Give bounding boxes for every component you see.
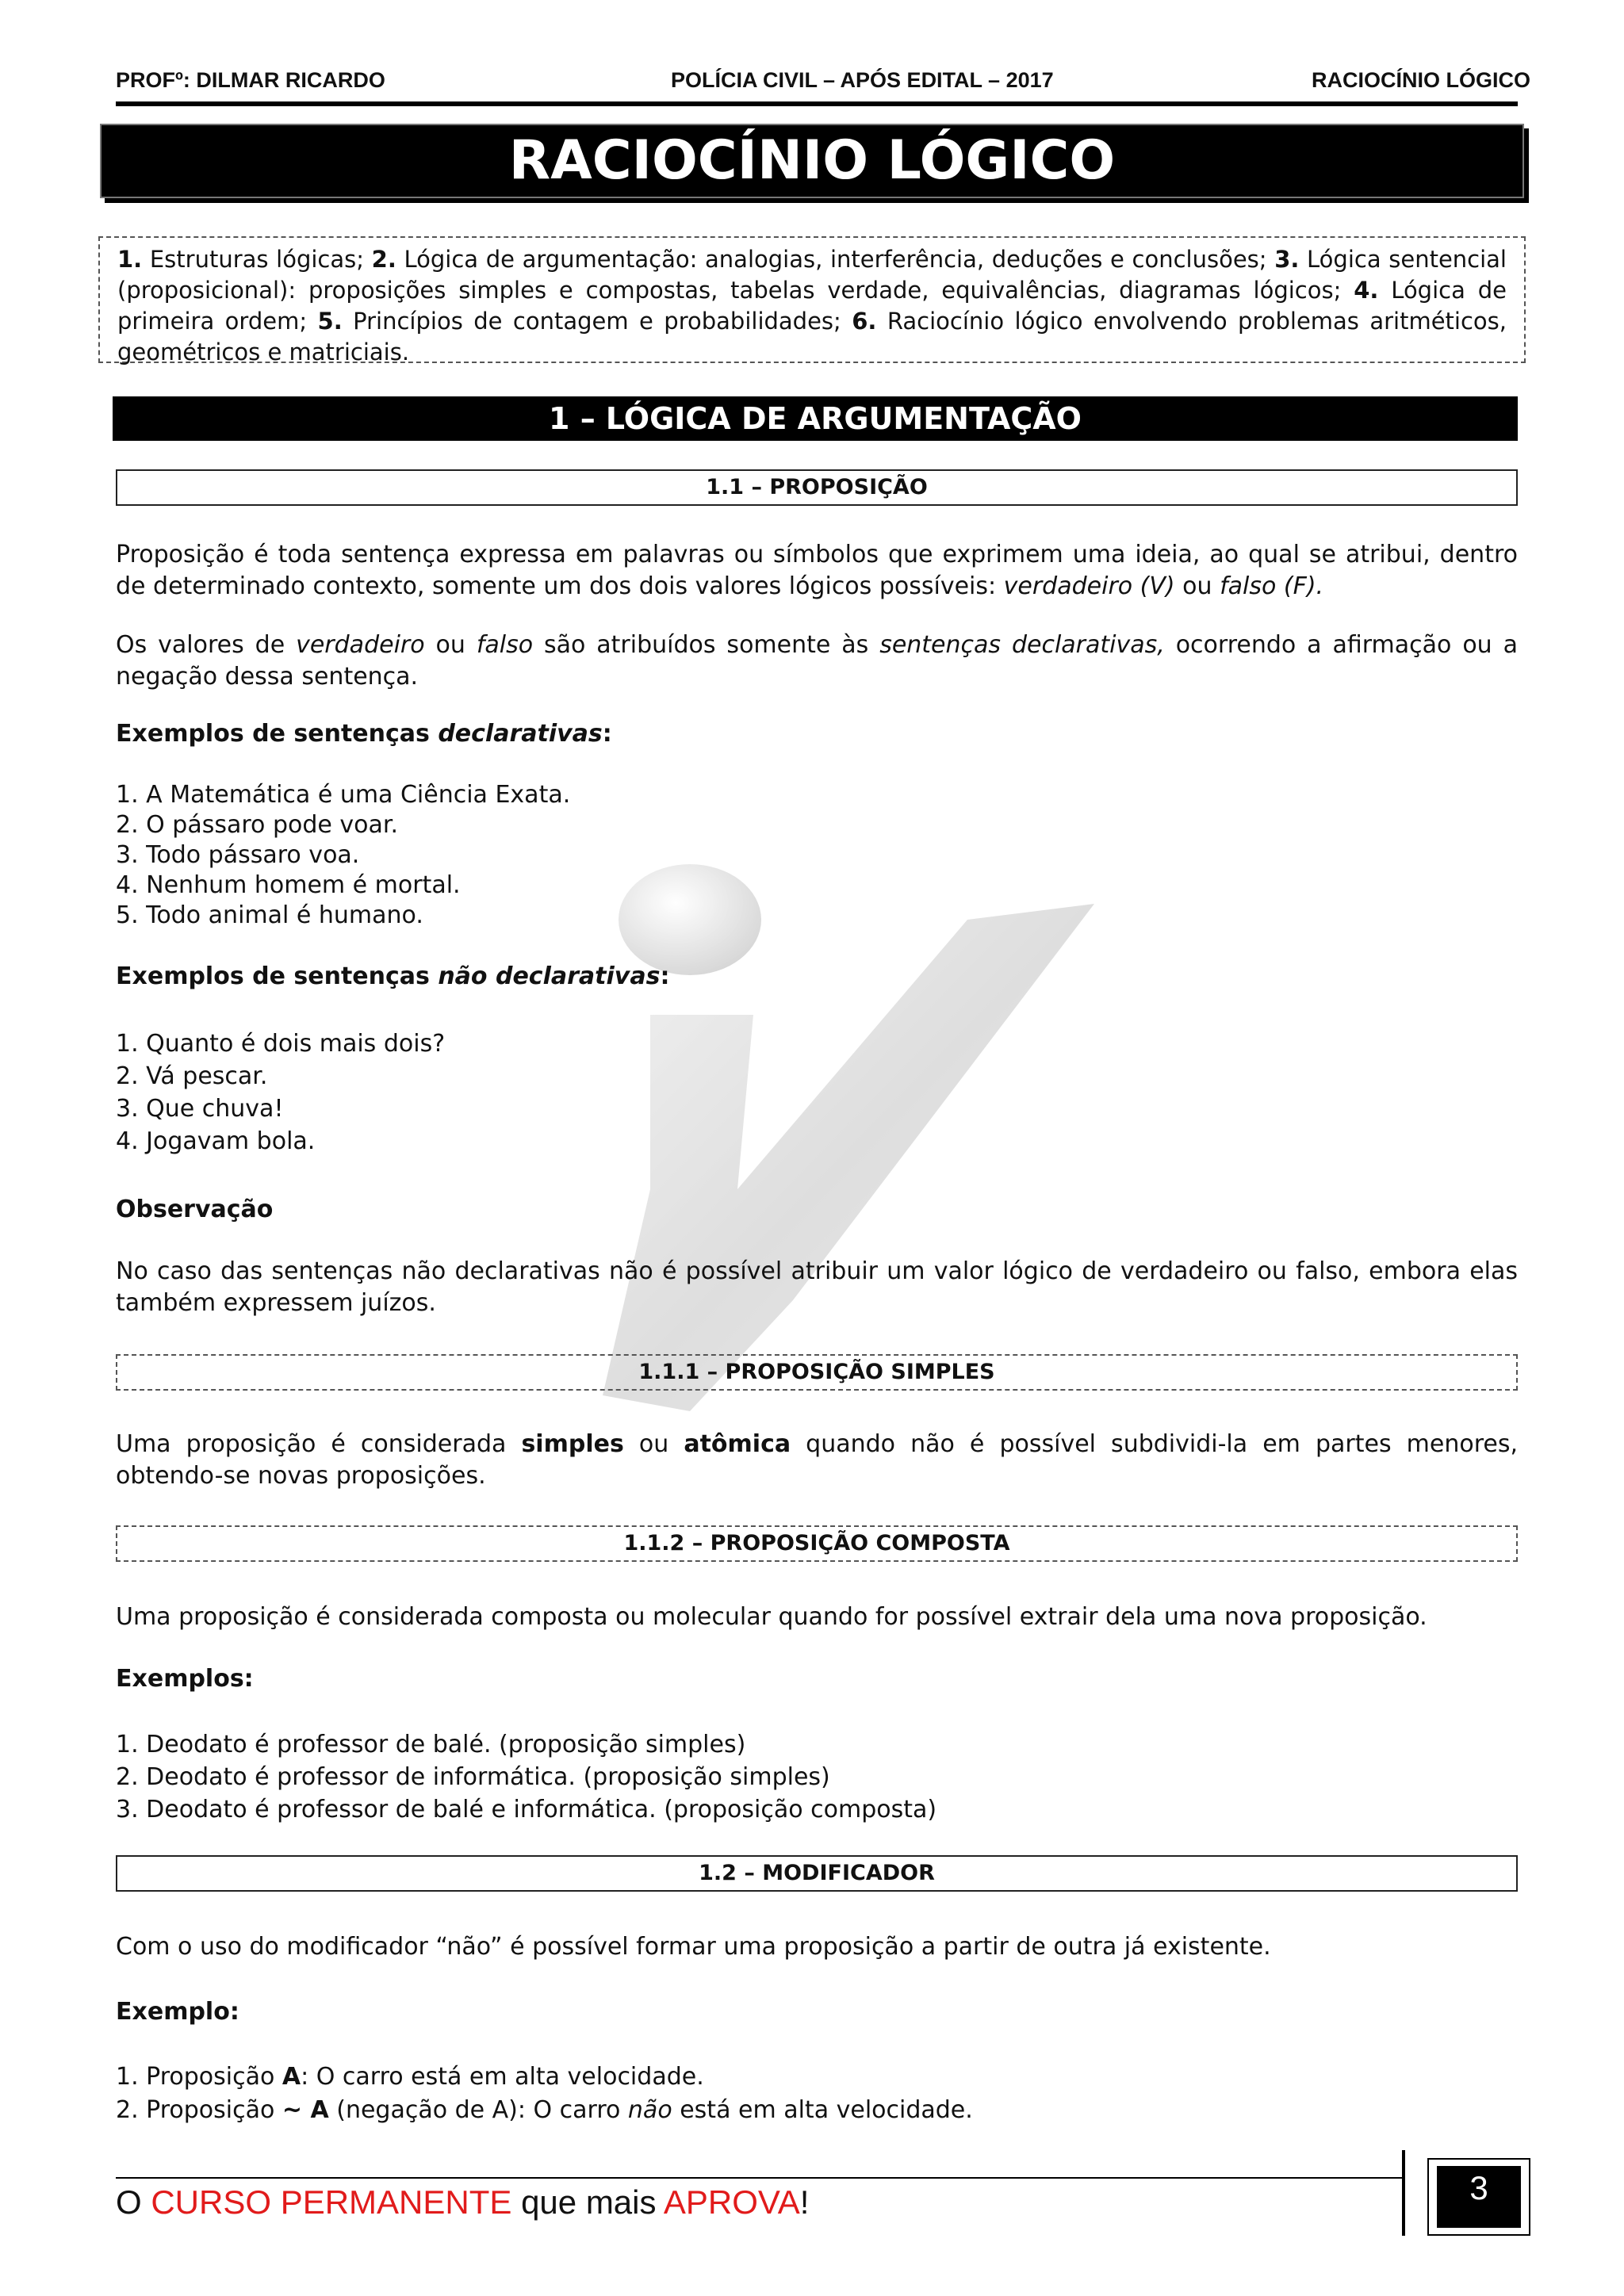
declarative-list xyxy=(116,780,1518,931)
example-item xyxy=(116,2061,1518,2093)
footer-slogan xyxy=(116,2182,809,2223)
text: ou xyxy=(1174,572,1220,600)
text: são atribuídos somente às xyxy=(533,631,880,659)
syllabus-topic: Princípios de contagem e probabilidades; xyxy=(342,308,852,335)
subsection-heading-simples: 1.1.1 – PROPOSIÇÃO SIMPLES xyxy=(116,1354,1518,1391)
text: Exemplos de sentenças xyxy=(116,720,439,748)
list-item: 2. Vá pescar. xyxy=(116,1062,268,1090)
header-rule xyxy=(116,101,1518,106)
text-italic: não declarativas xyxy=(438,962,661,990)
syllabus-num: 1. xyxy=(117,246,143,273)
list-item: 5. Todo animal é humano. xyxy=(116,901,423,929)
page-title: RACIOCÍNIO LÓGICO xyxy=(100,124,1524,198)
list-item: 1. Deodato é professor de balé. (proposição simples) xyxy=(116,1731,746,1758)
syllabus-num: 5. xyxy=(317,308,343,335)
text: : xyxy=(602,720,612,748)
list-item: 1. Quanto é dois mais dois? xyxy=(116,1030,446,1058)
text: ! xyxy=(799,2183,810,2221)
list-item: 3. Que chuva! xyxy=(116,1095,284,1123)
text-bold: ~ A xyxy=(282,2096,329,2124)
syllabus-num: 4. xyxy=(1354,277,1379,304)
non-declarative-list xyxy=(116,1027,1518,1158)
syllabus-topic: Lógica de argumentação: analogias, interferência, deduções e conclusões; xyxy=(396,246,1275,273)
text-italic: falso xyxy=(476,631,534,659)
non-declarative-heading xyxy=(116,961,1518,993)
example-item xyxy=(116,2095,1518,2126)
text: ou xyxy=(424,631,477,659)
text: Proposição é toda sentença expressa em palavras ou símbolos que exprimem uma ideia, ao qual se atribui, dentro de determinado contexto, somente um dos dois valores lógicos possíveis: xyxy=(116,541,1518,600)
page-number: 3 xyxy=(1437,2166,1521,2228)
text-bold: A xyxy=(282,2063,301,2091)
text-italic: não xyxy=(627,2096,672,2124)
list-item: 3. Deodato é professor de balé e informática. (proposição composta) xyxy=(116,1796,937,1823)
text: 2. Proposição xyxy=(116,2096,282,2124)
text-highlight: CURSO PERMANENTE xyxy=(151,2183,512,2221)
list-item: 4. Nenhum homem é mortal. xyxy=(116,871,461,899)
examples-list xyxy=(116,1728,1518,1826)
header-subject: RACIOCÍNIO LÓGICO xyxy=(1312,68,1530,92)
header-course: POLÍCIA CIVIL – APÓS EDITAL – 2017 xyxy=(671,68,1054,92)
text-highlight: APROVA xyxy=(663,2183,800,2221)
syllabus-topic: Lógica de primeira ordem; xyxy=(117,277,1507,335)
observation-text: No caso das sentenças não declarativas não é possível atribuir um valor lógico de verdadeiro ou falso, embora elas também expressem juízos. xyxy=(116,1257,1518,1317)
syllabus-topic: Raciocínio lógico envolvendo problemas aritméticos, geométricos e matriciais. xyxy=(117,308,1507,365)
footer-divider xyxy=(1402,2150,1405,2236)
text: O xyxy=(116,2183,151,2221)
list-item: 1. A Matemática é uma Ciência Exata. xyxy=(116,781,571,809)
list-item: 4. Jogavam bola. xyxy=(116,1127,316,1155)
syllabus-num: 3. xyxy=(1274,246,1300,273)
text: 1. Proposição xyxy=(116,2063,282,2091)
paragraph-simples xyxy=(116,1429,1518,1492)
list-item: 3. Todo pássaro voa. xyxy=(116,841,360,869)
syllabus-topic: Lógica sentencial (proposicional): proposições simples e compostas, tabelas verdade, equivalências, diagramas lógicos; xyxy=(117,246,1507,304)
text: : O carro está em alta velocidade. xyxy=(301,2063,704,2091)
paragraph-modificador: Com o uso do modificador “não” é possível formar uma proposição a partir de outra já existente. xyxy=(116,1933,1271,1961)
subsection-heading-composta: 1.1.2 – PROPOSIÇÃO COMPOSTA xyxy=(116,1525,1518,1562)
declarative-heading xyxy=(116,718,1518,750)
text-bold: atômica xyxy=(684,1430,791,1458)
section-heading: 1 – LÓGICA DE ARGUMENTAÇÃO xyxy=(113,396,1518,441)
subsection-heading-proposicao: 1.1 – PROPOSIÇÃO xyxy=(116,469,1518,506)
text: quando não é possível subdividi-la em partes menores, obtendo-se novas proposições. xyxy=(116,1430,1518,1490)
text: Exemplos de sentenças xyxy=(116,962,439,990)
syllabus-topic: Estruturas lógicas; xyxy=(142,246,372,273)
text: Uma proposição é considerada xyxy=(116,1430,522,1458)
observation-heading: Observação xyxy=(116,1196,274,1223)
text-italic: sentenças declarativas, xyxy=(879,631,1165,659)
subsection-heading-modificador: 1.2 – MODIFICADOR xyxy=(116,1855,1518,1892)
paragraph-definition xyxy=(116,539,1518,603)
text-italic: verdadeiro xyxy=(296,631,425,659)
paragraph-composta: Uma proposição é considerada composta ou molecular quando for possível extrair dela uma nova proposição. xyxy=(116,1603,1427,1631)
text: que mais xyxy=(511,2183,664,2221)
text-bold: simples xyxy=(521,1430,624,1458)
list-item: 2. O pássaro pode voar. xyxy=(116,811,398,839)
list-item: 2. Deodato é professor de informática. (proposição simples) xyxy=(116,1763,830,1791)
syllabus-num: 6. xyxy=(852,308,877,335)
example-heading: Exemplo: xyxy=(116,1998,239,2026)
examples-heading: Exemplos: xyxy=(116,1665,254,1693)
paragraph-values xyxy=(116,629,1518,693)
text: (negação de A): O carro xyxy=(328,2096,628,2124)
text: Os valores de xyxy=(116,631,297,659)
text: ou xyxy=(623,1430,684,1458)
text-italic: falso (F). xyxy=(1220,572,1324,600)
text-italic: verdadeiro (V) xyxy=(1003,572,1175,600)
text: ocorrendo a afirmação ou a negação dessa sentença. xyxy=(116,631,1518,691)
text-italic: declarativas xyxy=(438,720,603,748)
text: : xyxy=(660,962,670,990)
footer-rule xyxy=(116,2177,1404,2179)
syllabus-box xyxy=(98,236,1526,363)
text: está em alta velocidade. xyxy=(672,2096,973,2124)
header-author: PROFº: DILMAR RICARDO xyxy=(116,68,385,92)
syllabus-num: 2. xyxy=(371,246,396,273)
